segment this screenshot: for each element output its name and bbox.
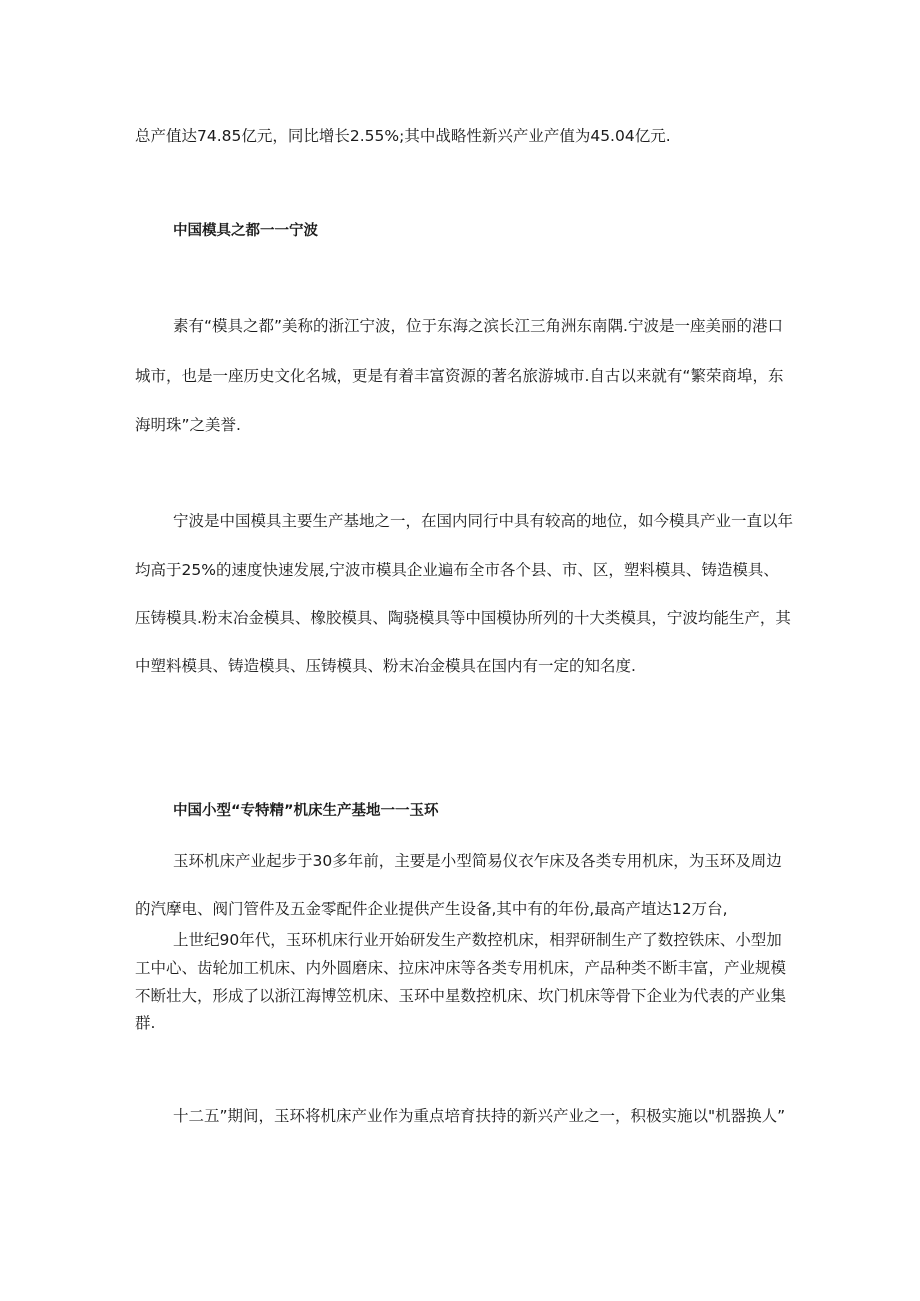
yuhuan-para2-line4: 群. bbox=[135, 1014, 156, 1032]
section-heading-yuhuan: 中国小型“专特精”机床生产基地一一玉环 bbox=[173, 803, 439, 819]
ningbo-para2-line4: 中塑料模具、铸造模具、压铸模具、粉末冶金模具在国内有一定的知名度. bbox=[135, 657, 636, 675]
yuhuan-para1-line1: 玉环机床产业起步于30多年前，主要是小型简易仪衣乍床及各类专用机床，为玉环及周边 bbox=[173, 852, 782, 870]
section-heading-ningbo: 中国模具之都一一宁波 bbox=[173, 223, 318, 239]
ningbo-para2-line1: 宁波是中国模具主要生产基地之一，在国内同行中具有较高的地位，如今模具产业一直以年 bbox=[173, 512, 794, 530]
ningbo-para2-line3: 压铸模具.粉末冶金模具、橡胶模具、陶骁模具等中国模协所列的十大类模具，宁波均能生产，其 bbox=[135, 609, 791, 627]
ningbo-para1-line3: 海明珠”之美誉. bbox=[135, 416, 241, 434]
ningbo-para1-line1: 素有“模具之都”美称的浙江宁波，位于东海之滨长江三角洲东南隅.宁波是一座美丽的港口 bbox=[173, 317, 783, 335]
intro-line: 总产值达74.85亿元，同比增长2.55%;其中战略性新兴产业产值为45.04亿元. bbox=[135, 127, 671, 145]
ningbo-para1-line2: 城市，也是一座历史文化名城，更是有着丰富资源的著名旅游城市.自古以来就有“繁荣商埠，东 bbox=[135, 367, 784, 385]
yuhuan-para1-line2: 的汽摩电、阀门管件及五金零配件企业提供产生设备,其中有的年份,最高产埴达12万台, bbox=[135, 900, 728, 918]
yuhuan-para3-line1: 十二五”期间，玉环将机床产业作为重点培育扶持的新兴产业之一，积极实施以"机器换人” bbox=[173, 1107, 786, 1125]
yuhuan-para2-line3: 不断壮大，形成了以浙江海博笠机床、玉环中星数控机床、坎门机床等骨下企业为代表的产业集 bbox=[135, 987, 787, 1005]
yuhuan-para2-line1: 上世纪90年代，玉环机床行业开始研发生产数控机床，相羿研制生产了数控铁床、小型加 bbox=[173, 931, 782, 949]
ningbo-para2-line2: 均高于25%的速度快速发展,宁波市模具企业遍布全市各个县、市、区，塑料模具、铸造模具、 bbox=[135, 561, 779, 579]
yuhuan-para2-line2: 工中心、齿轮加工机床、内外圆磨床、拉床冲床等各类专用机床，产品种类不断丰富，产业规模 bbox=[135, 959, 787, 977]
